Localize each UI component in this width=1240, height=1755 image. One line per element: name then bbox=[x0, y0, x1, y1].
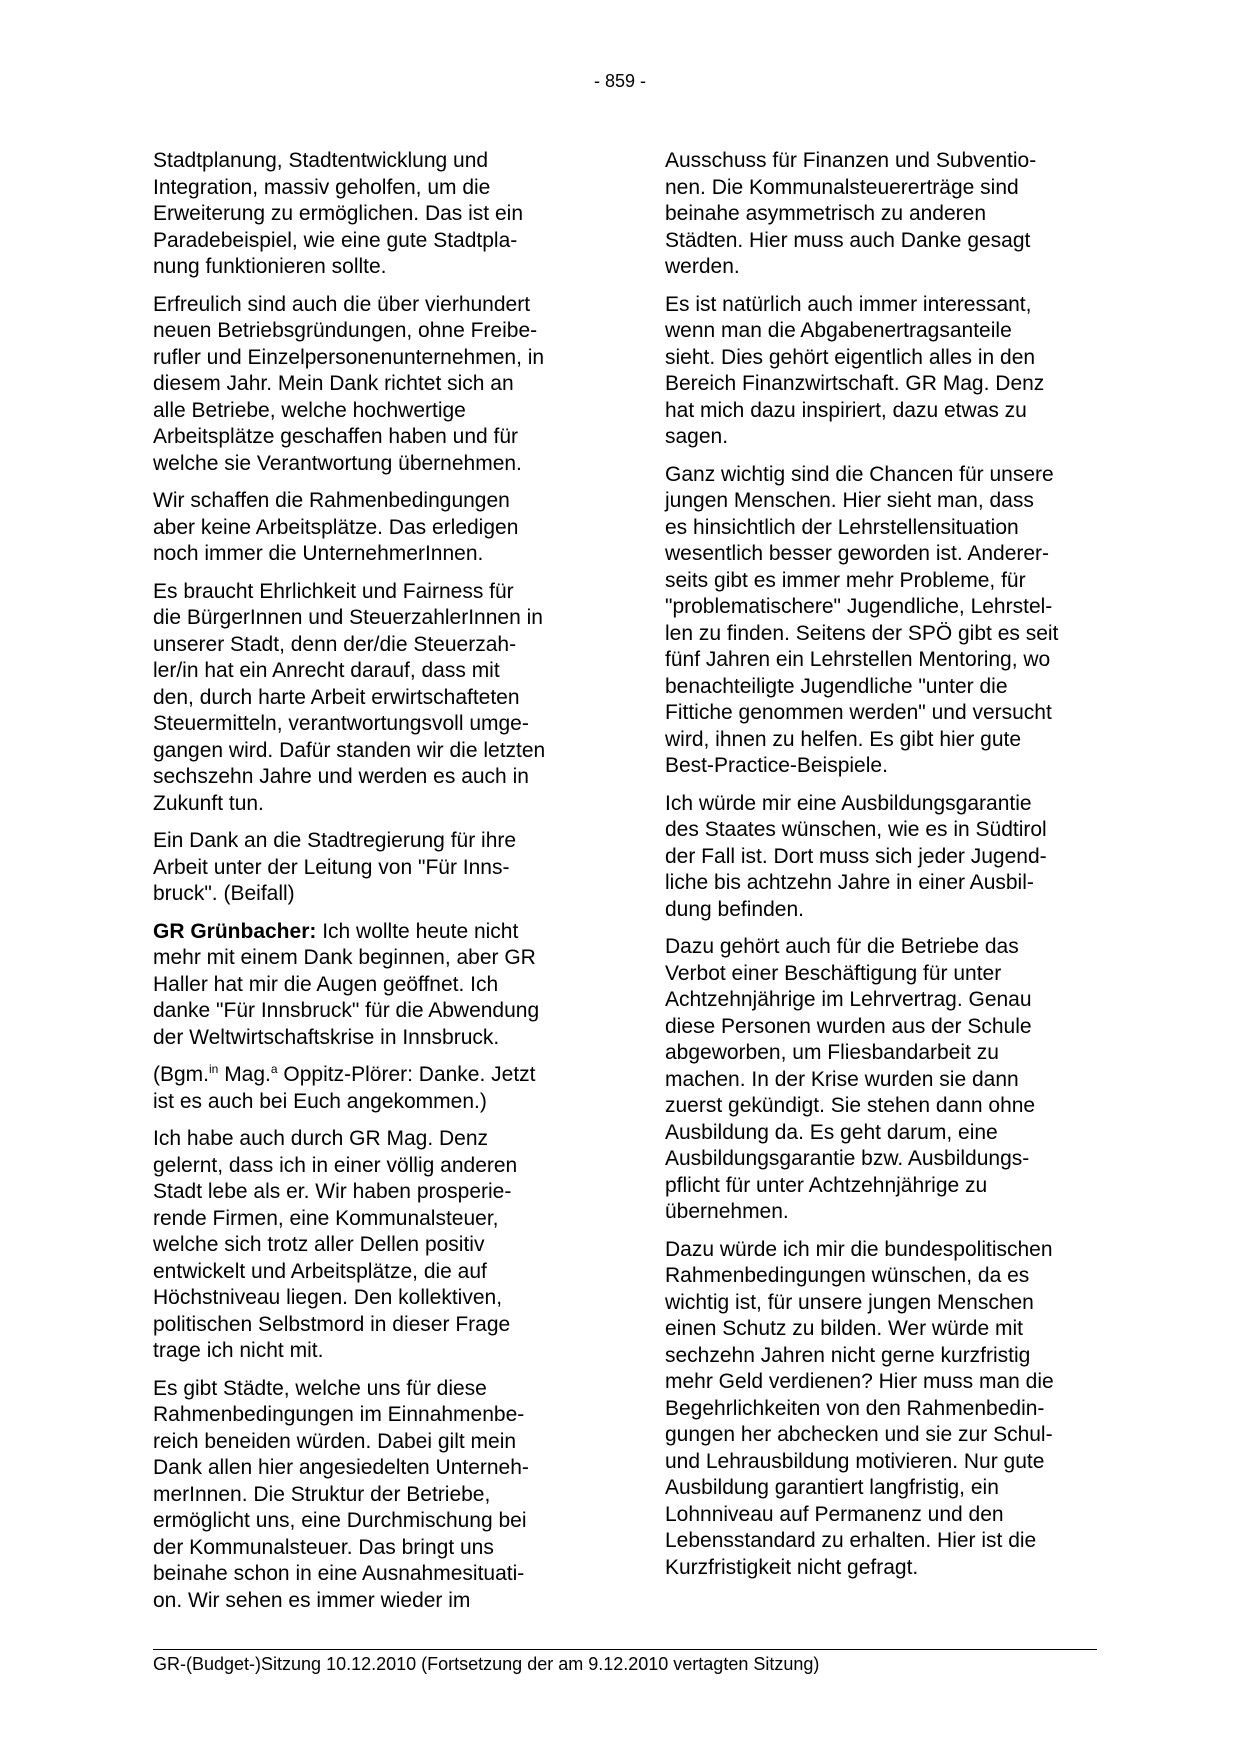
text-line: Rahmenbedingungen wünschen, da es bbox=[665, 1264, 1030, 1287]
paragraph bbox=[665, 791, 1105, 924]
text-line: Es ist natürlich auch immer interessant, bbox=[665, 292, 1032, 316]
text-line: on. Wir sehen es immer wieder im bbox=[153, 1588, 471, 1612]
text-line: ist es auch bei Euch angekommen.) bbox=[153, 1089, 487, 1113]
text-line: Es gibt Städte, welche uns für diese bbox=[153, 1376, 487, 1400]
text-line: welche sich trotz aller Dellen positiv bbox=[153, 1233, 485, 1256]
text-line: werden. bbox=[665, 255, 740, 278]
text-line: aber keine Arbeitsplätze. Das erledigen bbox=[153, 515, 519, 539]
text-line: welche sie Verantwortung übernehmen. bbox=[153, 451, 522, 475]
text-line: bruck". (Beifall) bbox=[153, 882, 295, 905]
interjection-superscript: a bbox=[270, 1062, 278, 1076]
text-line: sechszehn Jahre und werden es auch in bbox=[153, 765, 529, 788]
right-paragraphs bbox=[665, 148, 1105, 1581]
text-line: reich beneiden würden. Dabei gilt mein bbox=[153, 1429, 517, 1453]
text-line: Arbeit unter der Leitung von "Für Inns- bbox=[153, 855, 510, 879]
text-line: Fittiche genommen werden" und versucht bbox=[665, 701, 1052, 724]
text-line: pflicht für unter Achtzehnjährige zu bbox=[665, 1173, 988, 1197]
text-line: Erweiterung zu ermöglichen. Das ist ein bbox=[153, 202, 524, 225]
text-line: dung befinden. bbox=[665, 897, 804, 921]
text-line: Paradebeispiel, wie eine gute Stadtpla- bbox=[153, 228, 518, 252]
text-line: Ein Dank an die Stadtregierung für ihre bbox=[153, 829, 517, 852]
text-line: Ausbildung da. Es geht darum, eine bbox=[665, 1120, 998, 1144]
text-line: Zukunft tun. bbox=[153, 791, 264, 815]
text-line: Stadtplanung, Stadtentwicklung und bbox=[153, 149, 489, 172]
paragraph bbox=[153, 1376, 591, 1615]
interjection-text: (Bgm. bbox=[153, 1063, 210, 1086]
text-line: gangen wird. Dafür standen wir die letzten bbox=[153, 738, 546, 762]
text-line: Ganz wichtig sind die Chancen für unsere bbox=[665, 462, 1054, 486]
text-line: Höchstniveau liegen. Den kollektiven, bbox=[153, 1286, 503, 1309]
text-line: den, durch harte Arbeit erwirtschafteten bbox=[153, 685, 520, 709]
text-line: Best-Practice-Beispiele. bbox=[665, 754, 888, 777]
right-column bbox=[665, 148, 1105, 1592]
text-line: Steuermitteln, verantwortungsvoll umge- bbox=[153, 712, 529, 735]
paragraph bbox=[665, 292, 1105, 451]
text-line: Dazu würde ich mir die bundespolitischen bbox=[665, 1237, 1053, 1261]
text-line: Achtzehnjährige im Lehrvertrag. Genau bbox=[665, 988, 1032, 1011]
speaker-paragraph bbox=[153, 919, 591, 1052]
text-line: die BürgerInnen und SteuerzahlerInnen in bbox=[153, 606, 543, 629]
text-line: Begehrlichkeiten von den Rahmenbedin- bbox=[665, 1396, 1045, 1420]
text-line: gungen her abchecken und sie zur Schul- bbox=[665, 1423, 1053, 1446]
text-line: Arbeitsplätze geschaffen haben und für bbox=[153, 425, 519, 448]
interjection-line bbox=[153, 1062, 591, 1089]
text-line: Rahmenbedingungen im Einnahmenbe- bbox=[153, 1403, 525, 1426]
text-line: fünf Jahren ein Lehrstellen Mentoring, wo bbox=[665, 648, 1051, 671]
text-line: der Weltwirtschaftskrise in Innsbruck. bbox=[153, 1025, 500, 1049]
text-line: Erfreulich sind auch die über vierhundert bbox=[153, 292, 531, 316]
text-line: abgeworben, um Fliesbandarbeit zu bbox=[665, 1041, 999, 1064]
text-line: Ich habe auch durch GR Mag. Denz bbox=[153, 1127, 489, 1150]
text-line: wichtig ist, für unsere jungen Menschen bbox=[665, 1290, 1034, 1314]
paragraph bbox=[153, 579, 591, 818]
text-line: wenn man die Abgabenertragsanteile bbox=[665, 319, 1012, 342]
text-line: übernehmen. bbox=[665, 1200, 789, 1223]
text-line: entwickelt und Arbeitsplätze, die auf bbox=[153, 1259, 487, 1283]
text-line: hat mich dazu inspiriert, dazu etwas zu bbox=[665, 398, 1027, 422]
text-line: benachteiligte Jugendliche "unter die bbox=[665, 674, 1008, 698]
text-line: machen. In der Krise wurden sie dann bbox=[665, 1067, 1019, 1091]
text-line: rende Firmen, eine Kommunalsteuer, bbox=[153, 1206, 499, 1230]
text-line: len zu finden. Seitens der SPÖ gibt es seit bbox=[665, 621, 1059, 645]
footer-text: GR-(Budget-)Sitzung 10.12.2010 (Fortsetzung der am 9.12.2010 vertagten Sitzung) bbox=[153, 1654, 820, 1674]
text-line: merInnen. Die Struktur der Betriebe, bbox=[153, 1482, 491, 1506]
text-line: Bereich Finanzwirtschaft. GR Mag. Denz bbox=[665, 372, 1045, 395]
text-line: mehr Geld verdienen? Hier muss man die bbox=[665, 1370, 1054, 1393]
text-line: Dazu gehört auch für die Betriebe das bbox=[665, 935, 1019, 958]
interjection-text: Oppitz-Plörer: Danke. Jetzt bbox=[277, 1063, 536, 1086]
speaker-first-line: Ich wollte heute nicht bbox=[316, 919, 519, 943]
left-paragraphs-after bbox=[153, 1126, 591, 1614]
paragraph bbox=[153, 148, 591, 281]
paragraph bbox=[153, 292, 591, 478]
text-line: ler/in hat ein Anrecht darauf, dass mit bbox=[153, 659, 500, 682]
text-line: Haller hat mir die Augen geöffnet. Ich bbox=[153, 972, 499, 996]
text-line: Wir schaffen die Rahmenbedingungen bbox=[153, 489, 510, 512]
left-column bbox=[153, 148, 591, 1625]
text-line: beinahe asymmetrisch zu anderen bbox=[665, 202, 987, 225]
text-line: Städten. Hier muss auch Danke gesagt bbox=[665, 228, 1031, 252]
text-line: gelernt, dass ich in einer völlig anderen bbox=[153, 1153, 518, 1177]
text-line: mehr mit einem Dank beginnen, aber GR bbox=[153, 946, 536, 969]
text-line: diesem Jahr. Mein Dank richtet sich an bbox=[153, 372, 514, 395]
text-line: rufler und Einzelpersonenunternehmen, in bbox=[153, 345, 545, 369]
left-paragraphs bbox=[153, 148, 591, 908]
text-line: "problematischere" Jugendliche, Lehrstel- bbox=[665, 595, 1053, 618]
text-line: wesentlich besser geworden ist. Anderer- bbox=[665, 542, 1050, 565]
text-line: und Lehrausbildung motivieren. Nur gute bbox=[665, 1449, 1045, 1473]
text-line: unserer Stadt, denn der/die Steuerzah- bbox=[153, 632, 517, 656]
text-line: Dank allen hier angesiedelten Unterneh- bbox=[153, 1456, 529, 1479]
text-line: Lohnniveau auf Permanenz und den bbox=[665, 1502, 1004, 1526]
text-line: Es braucht Ehrlichkeit und Fairness für bbox=[153, 579, 514, 603]
text-line: es hinsichtlich der Lehrstellensituation bbox=[665, 515, 1019, 539]
text-line: alle Betriebe, welche hochwertige bbox=[153, 398, 466, 422]
text-line: sagen. bbox=[665, 425, 729, 448]
paragraph bbox=[153, 488, 591, 568]
text-line: Kurzfristigkeit nicht gefragt. bbox=[665, 1555, 919, 1579]
paragraph bbox=[153, 828, 591, 908]
text-line: neuen Betriebsgründungen, ohne Freibe- bbox=[153, 319, 538, 342]
text-line: Ausschuss für Finanzen und Subventio- bbox=[665, 149, 1037, 172]
footer-divider bbox=[153, 1649, 1097, 1650]
text-line: nen. Die Kommunalsteuererträge sind bbox=[665, 175, 1019, 199]
text-line: danke "Für Innsbruck" für die Abwendung bbox=[153, 999, 540, 1022]
text-line: trage ich nicht mit. bbox=[153, 1339, 324, 1362]
text-line: Ausbildung garantiert langfristig, ein bbox=[665, 1476, 999, 1499]
text-line: Ausbildungsgarantie bzw. Ausbildungs- bbox=[665, 1147, 1030, 1170]
speaker-name: GR Grünbacher: bbox=[153, 919, 317, 943]
text-line: politischen Selbstmord in dieser Frage bbox=[153, 1312, 511, 1336]
paragraph bbox=[665, 148, 1105, 281]
text-line: sechzehn Jahren nicht gerne kurzfristig bbox=[665, 1343, 1031, 1367]
paragraph bbox=[665, 462, 1105, 780]
text-line: liche bis achtzehn Jahre in einer Ausbil- bbox=[665, 871, 1034, 894]
text-line: diese Personen wurden aus der Schule bbox=[665, 1014, 1032, 1038]
text-line: Verbot einer Beschäftigung für unter bbox=[665, 961, 1002, 985]
text-line: nung funktionieren sollte. bbox=[153, 255, 387, 278]
text-line: seits gibt es immer mehr Probleme, für bbox=[665, 568, 1026, 592]
text-line: ermöglicht uns, eine Durchmischung bei bbox=[153, 1509, 527, 1532]
text-line: zuerst gekündigt. Sie stehen dann ohne bbox=[665, 1094, 1036, 1117]
text-line: jungen Menschen. Hier sieht man, dass bbox=[665, 489, 1034, 512]
text-line: Stadt lebe als er. Wir haben prosperie- bbox=[153, 1180, 512, 1203]
speaker-line bbox=[153, 919, 591, 946]
text-line: Integration, massiv geholfen, um die bbox=[153, 175, 491, 199]
text-line: der Kommunalsteuer. Das bringt uns bbox=[153, 1535, 494, 1559]
paragraph bbox=[665, 1237, 1105, 1582]
page-number: - 859 - bbox=[593, 71, 647, 91]
text-line: wird, ihnen zu helfen. Es gibt hier gute bbox=[665, 727, 1022, 751]
paragraph bbox=[153, 1126, 591, 1365]
text-line: Ich würde mir eine Ausbildungsgarantie bbox=[665, 791, 1032, 815]
interjection-text: Mag. bbox=[218, 1063, 271, 1086]
text-line: des Staates wünschen, wie es in Südtirol bbox=[665, 818, 1047, 841]
interjection-paragraph bbox=[153, 1062, 591, 1115]
text-line: Lebensstandard zu erhalten. Hier ist die bbox=[665, 1529, 1037, 1552]
text-line: der Fall ist. Dort muss sich jeder Jugend- bbox=[665, 844, 1047, 868]
text-line: sieht. Dies gehört eigentlich alles in den bbox=[665, 345, 1036, 369]
text-line: noch immer die UnternehmerInnen. bbox=[153, 542, 484, 565]
interjection-superscript: in bbox=[209, 1062, 219, 1076]
text-line: beinahe schon in eine Ausnahmesituati- bbox=[153, 1562, 525, 1585]
text-line: einen Schutz zu bilden. Wer würde mit bbox=[665, 1317, 1023, 1340]
paragraph bbox=[665, 934, 1105, 1226]
